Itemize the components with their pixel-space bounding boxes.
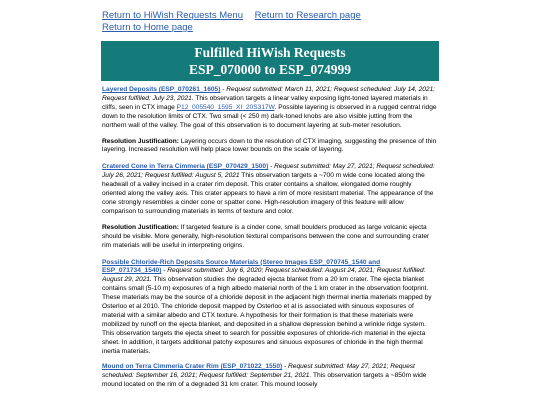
entry-description: This observation targets a linear valley exposing light-toned layered materials in cliffs, seen in CTX image (102, 94, 428, 111)
entry-description: This observation targets a ~850m wide mound located on the rim of a degraded 31 km crater. This mound loosely (102, 372, 427, 389)
entry-title-link[interactable]: Layered Deposits (ESP_070261_1605) (102, 86, 221, 93)
entry-dates: - Request submitted: May 27, 2021; Request scheduled: September 16, 2021; Request fulfilled: September 21, 2021. (102, 363, 415, 380)
entry-description-cont: . Possible layering is observed in a rugged central ridge down to the resolution limits of CTX. Two small (< 250 m) dark-toned knobs are also visible jutting from the northern wall of the valley. The goal of this observation is to document layering at sub-meter resolution. (102, 103, 437, 129)
entry-description: This observation studies the degraded ejecta blanket from a 20 km crater. The ejecta blanket contains small (5-10 m) exposures of a high albedo material north of the 1 km crater in the observation footprint. These materials may be the source of a chloride deposit in the adjacent high thermal inertia materials mapped by Osterloo et al 2010. The chloride deposit mapped by Osterloo et al is associated with sinuous exposures of material with a similar albedo and CTX texture. A hypothesis for their formation is that these materials were mobilized by runoff on the ejecta blanket, and deposited in a shallow depression behind a wrinkle ridge system. This observation targets the ejecta sheet to search for possible exposures of chloride-rich material in the ejecta sheet. In addition, it targets additional patchy exposures and sinuous exposures of chloride in the high thermal inertia materials. (102, 276, 432, 355)
entry-text (102, 259, 437, 357)
entry-text (102, 363, 437, 390)
entry-title-link[interactable]: Mound on Terra Cimmeria Crater Rim (ESP_071022_1550) (102, 363, 283, 371)
navigation-links (102, 10, 442, 34)
entry-dates: - Request submitted: May 27, 2021; Request scheduled: July 26, 2021; Request fulfilled: August 5, 2021 (102, 163, 435, 180)
page-title-banner (101, 41, 439, 81)
research-page-link[interactable]: Return to Research page (254, 10, 361, 21)
entry-dates: - Request submitted: July 6, 2020; Request scheduled: August 24, 2021; Request fulfilled: August 29, 2021. (102, 267, 426, 284)
entry-text (102, 163, 437, 216)
home-page-link[interactable]: Return to Home page (102, 22, 193, 33)
entry-text (102, 86, 437, 131)
request-entry (102, 363, 437, 390)
justification-text: Layering occurs down to the resolution of CTX imaging, suggesting the presence of thin layering. Increased resolution will help place lower bounds on the scale of layering. (102, 137, 437, 154)
justification-label: Resolution Justification: (102, 223, 179, 231)
request-entry (102, 86, 437, 131)
justification-text: If targeted feature is a cinder cone, small boulders produced as large volcanic ejecta should be visible. More generally, high-resolution textural comparisons between the cone and surrounding crater rim materials will be useful in interpreting origins. (102, 223, 430, 249)
request-list (102, 86, 437, 397)
ctx-image-link[interactable]: P12_005540_1595_XI_20S317W (176, 103, 275, 111)
request-entry (102, 163, 437, 216)
resolution-justification (102, 224, 437, 251)
entry-dates: - Request submitted: March 11, 2021; Request scheduled: July 14, 2021; Request fulfilled: July 23, 2021. (102, 86, 436, 102)
page-title: Fulfilled HiWish Requests (194, 45, 346, 60)
entry-description: This observation targets a ~700 m wide cone located along the headwall of a valley incised in a crater rim deposit. This crater contains a shallow, elongated dome roughly oriented along the valley axis. This crater appears to have a rim of more resistant material. The appearance of the cone strongly resembles a cinder cone or spatter cone. High-resolution imagery of this feature will allow comparison to surrounding materials in terms of texture and color. (102, 172, 434, 215)
page-subtitle: ESP_070000 to ESP_074999 (188, 62, 351, 77)
entry-title-link[interactable]: Possible Chloride-Rich Deposits Source Materials (Stereo Images ESP_070745_1540 and ESP_071734_1540) (102, 258, 381, 275)
hiwish-menu-link[interactable]: Return to HiWish Requests Menu (102, 10, 243, 21)
entry-title-link[interactable]: Cratered Cone in Terra Cimmeria (ESP_070429_1500) (102, 163, 269, 171)
resolution-justification (102, 138, 437, 156)
request-entry (102, 259, 437, 357)
justification-label: Resolution Justification: (102, 137, 179, 145)
